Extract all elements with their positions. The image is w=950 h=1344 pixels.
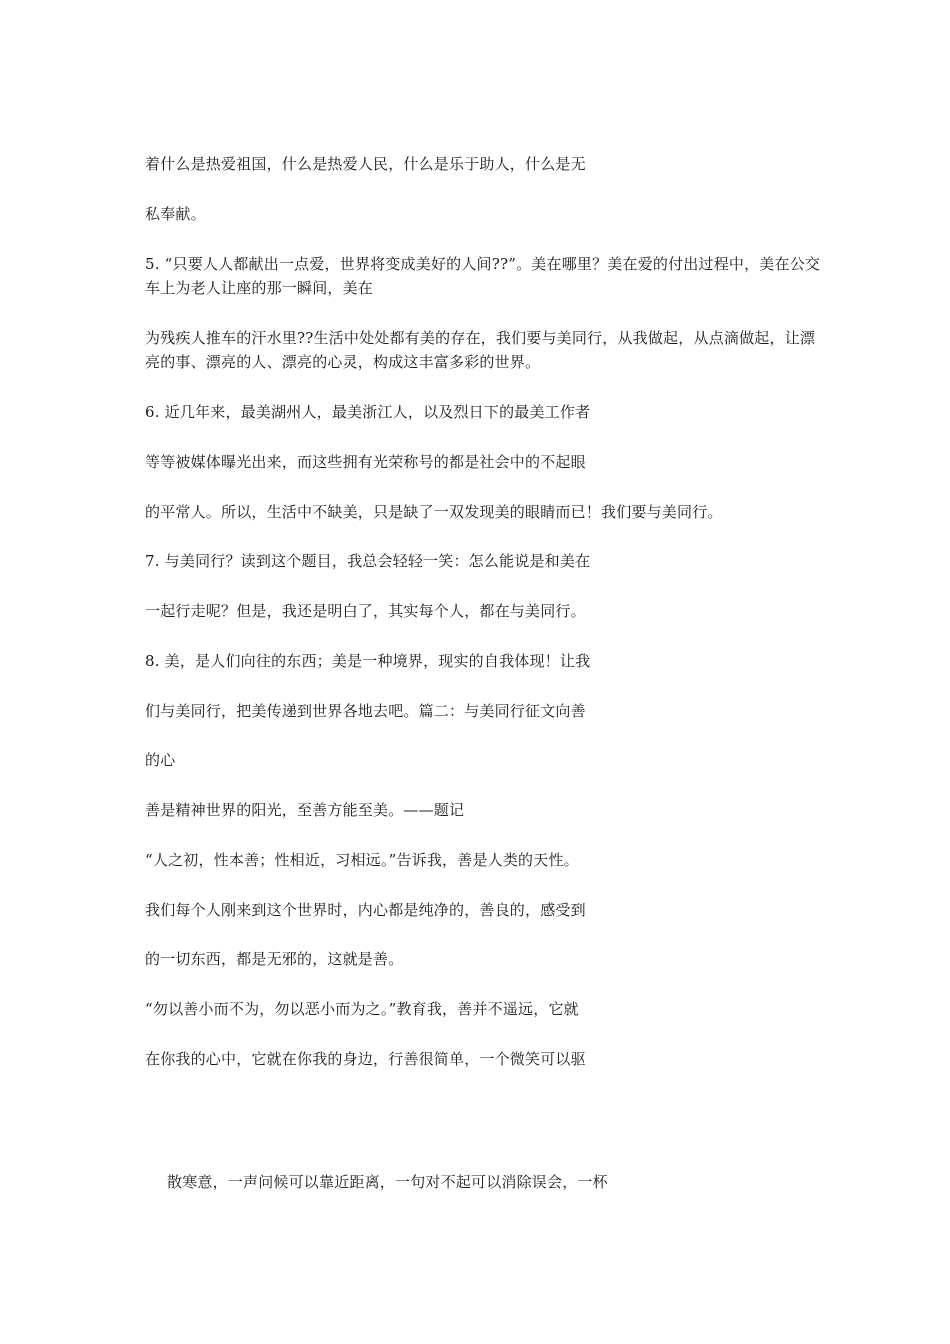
text-line: “人之初，性本善；性相近，习相远。”告诉我，善是人类的天性。	[145, 851, 579, 869]
text-line: 私奉献。	[145, 205, 206, 223]
text-line: 的一切东西，都是无邪的，这就是善。	[145, 950, 404, 968]
text-line: 散寒意，一声问候可以靠近距离，一句对不起可以消除误会，一杯	[167, 1173, 608, 1191]
text-line: 们与美同行，把美传递到世界各地去吧。篇二：与美同行征文向善	[145, 702, 586, 720]
text-line: 7. 与美同行？读到这个题目，我总会轻轻一笑：怎么能说是和美在	[145, 552, 591, 570]
text-line: 在你我的心中，它就在你我的身边，行善很简单，一个微笑可以驱	[145, 1050, 586, 1068]
text-paragraph: 5. “只要人人都献出一点爱，世界将变成美好的人间??”。美在哪里？美在爱的付出过程中，美在公交车上为老人让座的那一瞬间，美在	[145, 255, 821, 297]
text-line: 的心	[145, 751, 176, 769]
text-line: 一起行走呢？但是，我还是明白了，其实每个人，都在与美同行。	[145, 602, 586, 620]
text-line: 的平常人。所以，生活中不缺美，只是缺了一双发现美的眼睛而已！我们要与美同行。	[145, 503, 723, 521]
text-line: 等等被媒体曝光出来，而这些拥有光荣称号的都是社会中的不起眼	[145, 453, 586, 471]
text-line: 8. 美，是人们向往的东西；美是一种境界，现实的自我体现！让我	[145, 652, 591, 670]
text-line: 6. 近几年来，最美湖州人，最美浙江人，以及烈日下的最美工作者	[145, 403, 591, 421]
text-line: 善是精神世界的阳光，至善方能至美。——题记	[145, 801, 465, 819]
text-line: “勿以善小而不为，勿以恶小而为之。”教育我，善并不遥远，它就	[145, 1000, 579, 1018]
text-paragraph: 为残疾人推车的汗水里??生活中处处都有美的存在，我们要与美同行，从我做起，从点滴做起，让漂亮的事、漂亮的人、漂亮的心灵，构成这丰富多彩的世界。	[145, 329, 816, 371]
text-line: 我们每个人刚来到这个世界时，内心都是纯净的，善良的，感受到	[145, 901, 586, 919]
text-line: 着什么是热爱祖国，什么是热爱人民，什么是乐于助人，什么是无	[145, 155, 586, 173]
